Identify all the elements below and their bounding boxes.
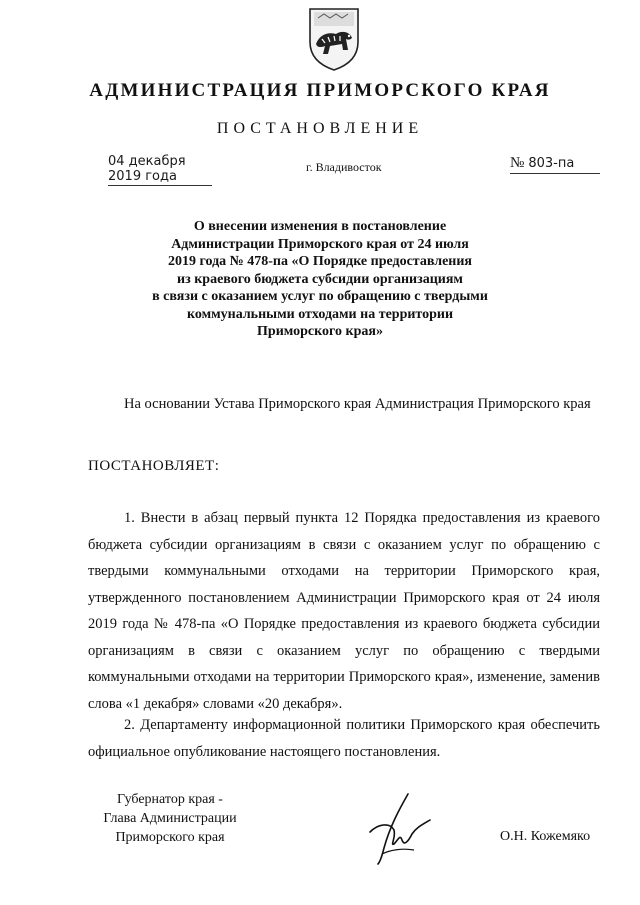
title-line: Администрации Приморского края от 24 июля xyxy=(171,236,469,252)
title-line: в связи с оказанием услуг по обращению с твердыми xyxy=(152,289,488,304)
document-type: ПОСТАНОВЛЕНИЕ xyxy=(216,120,424,137)
title-line: О внесении изменения в постановление xyxy=(193,219,447,234)
document-date: 04 декабря 2019 года xyxy=(108,154,212,186)
document-number xyxy=(510,154,600,174)
number-value: 803-па xyxy=(528,156,575,171)
title-line: 2019 года № 478-па «О Порядке предоставления xyxy=(167,254,472,269)
title-line: коммунальными отходами на территории xyxy=(186,306,454,322)
position-line: Глава Администрации xyxy=(103,811,237,826)
item-1-paragraph: 1. Внести в абзац первый пункта 12 Порядка предоставления из краевого бюджета субсидии организациям в связи с оказанием услуг по обращению с твердыми коммунальными отходами на территории Приморского края, утвержденного постановлением Администрации Приморского края от 24 июля 2019 года № 478-па «О Порядке предоставления из краевого бюджета субсидии организациям в связи с оказанием услуг по обращению с твердыми коммунальными отходами на территории Приморского края», изменение, заменив слова «1 декабря» словами «20 декабря». xyxy=(88,510,600,712)
document-city: г. Владивосток xyxy=(306,160,382,174)
signature-icon xyxy=(360,790,440,868)
number-sign: № xyxy=(510,155,525,171)
document-title xyxy=(130,218,510,341)
position-line: Губернатор края - xyxy=(117,792,223,807)
item-2-paragraph: 2. Департаменту информационной политики Приморского края обеспечить официальное опубликование настоящего постановления. xyxy=(88,717,600,760)
title-line: из краевого бюджета субсидии организациям xyxy=(177,271,463,287)
title-line: Приморского края» xyxy=(257,324,383,339)
position-line: Приморского края xyxy=(115,830,225,845)
signatory-name: О.Н. Кожемяко xyxy=(500,829,591,844)
coat-of-arms-icon xyxy=(306,6,362,72)
resolve-heading: ПОСТАНОВЛЯЕТ: xyxy=(88,458,220,474)
signatory-position xyxy=(60,790,280,847)
organization-name: АДМИНИСТРАЦИЯ ПРИМОРСКОГО КРАЯ xyxy=(89,80,551,101)
basis-paragraph: На основании Устава Приморского края Администрация Приморского края xyxy=(124,396,591,412)
